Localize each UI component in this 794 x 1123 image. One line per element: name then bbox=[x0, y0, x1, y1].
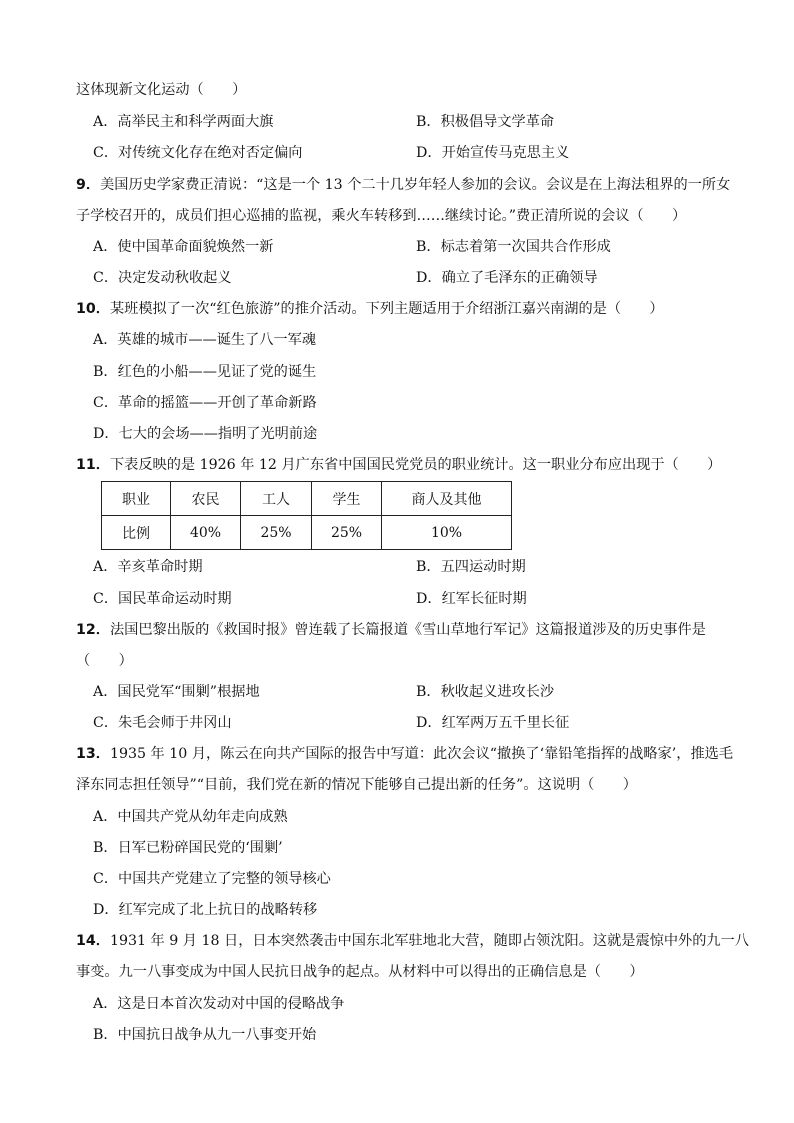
question-9-stem bbox=[76, 175, 730, 195]
option-d[interactable]: D．红军长征时期 bbox=[416, 591, 527, 607]
option-a[interactable]: A．使中国革命面貌焕然一新 bbox=[93, 239, 274, 255]
option-a[interactable]: A．中国共产党从幼年走向成熟 bbox=[93, 809, 288, 825]
question-14-stem bbox=[76, 931, 749, 951]
table-cell: 10% bbox=[382, 516, 512, 550]
option-c[interactable]: C．革命的摇篮——开创了革命新路 bbox=[93, 395, 317, 411]
table-header-cell: 商人及其他 bbox=[382, 482, 512, 516]
option-c[interactable]: C．决定发动秋收起义 bbox=[93, 270, 232, 286]
option-b[interactable]: B．中国抗日战争从九一八事变开始 bbox=[93, 1027, 317, 1043]
table-cell: 25% bbox=[312, 516, 382, 550]
question-text: 下表反映的是 1926 年 12 月广东省中国国民党党员的职业统计。这一职业分布应出现于（ ） bbox=[109, 457, 722, 473]
question-13-stem-line2: 泽东同志担任领导”“目前，我们党在新的情况下能够自己提出新的任务”。这说明（ ） bbox=[76, 777, 637, 793]
table-header-cell: 职业 bbox=[102, 482, 171, 516]
option-a[interactable]: A．国民党军“围剿”根据地 bbox=[93, 684, 260, 700]
option-b[interactable]: B．红色的小船——见证了党的诞生 bbox=[93, 364, 317, 380]
option-a[interactable]: A．高举民主和科学两面大旗 bbox=[93, 114, 274, 130]
option-a[interactable]: A．这是日本首次发动对中国的侵略战争 bbox=[93, 996, 345, 1012]
question-12-stem-line2: （ ） bbox=[76, 653, 133, 669]
question-stem-continuation: 这体现新文化运动（ ） bbox=[76, 82, 247, 98]
question-text: 1935 年 10 月，陈云在向共产国际的报告中写道：此次会议“撤换了‘靠铅笔指挥的战略家’，推选毛 bbox=[109, 746, 734, 762]
option-c[interactable]: C．对传统文化存在绝对否定偏向 bbox=[93, 145, 303, 161]
table-cell: 25% bbox=[241, 516, 312, 550]
question-number: 12． bbox=[76, 622, 110, 638]
question-11-stem bbox=[76, 455, 721, 475]
question-number: 13． bbox=[76, 746, 110, 762]
question-13-stem bbox=[76, 744, 733, 764]
table-cell: 40% bbox=[171, 516, 241, 550]
option-c[interactable]: C．中国共产党建立了完整的领导核心 bbox=[93, 871, 331, 887]
option-b[interactable]: B．秋收起义进攻长沙 bbox=[416, 684, 555, 700]
table-header-cell: 农民 bbox=[171, 482, 241, 516]
option-a[interactable]: A．辛亥革命时期 bbox=[93, 559, 203, 575]
question-number: 10． bbox=[76, 301, 110, 317]
question-number: 14． bbox=[76, 933, 110, 949]
table-header-cell: 工人 bbox=[241, 482, 312, 516]
option-c[interactable]: C．国民革命运动时期 bbox=[93, 591, 232, 607]
table-cell: 比例 bbox=[102, 516, 171, 550]
option-d[interactable]: D．七大的会场——指明了光明前途 bbox=[93, 426, 318, 442]
question-12-stem bbox=[76, 620, 706, 640]
question-text: 某班模拟了一次“红色旅游”的推介活动。下列主题适用于介绍浙江嘉兴南湖的是（ ） bbox=[109, 301, 664, 317]
option-b[interactable]: B．积极倡导文学革命 bbox=[416, 114, 555, 130]
question-text: 1931 年 9 月 18 日，日本突然袭击中国东北军驻地北大营，随即占领沈阳。这就是震惊中外的九一八 bbox=[109, 933, 749, 949]
question-9-stem-line2: 子学校召开的，成员们担心巡捕的监视，乘火车转移到……继续讨论。”费正清所说的会议（ ） bbox=[76, 208, 687, 224]
option-d[interactable]: D．红军两万五千里长征 bbox=[416, 715, 570, 731]
occupation-table bbox=[101, 481, 512, 550]
option-d[interactable]: D．红军完成了北上抗日的战略转移 bbox=[93, 902, 318, 918]
question-number: 9． bbox=[76, 177, 101, 193]
question-14-stem-line2: 事变。九一八事变成为中国人民抗日战争的起点。从材料中可以得出的正确信息是（ ） bbox=[76, 964, 644, 980]
table-header-row bbox=[102, 482, 512, 516]
option-b[interactable]: B．标志着第一次国共合作形成 bbox=[416, 239, 611, 255]
option-d[interactable]: D．确立了毛泽东的正确领导 bbox=[416, 270, 598, 286]
option-b[interactable]: B．五四运动时期 bbox=[416, 559, 526, 575]
table-header-cell: 学生 bbox=[312, 482, 382, 516]
option-b[interactable]: B．日军已粉碎国民党的‘围剿’ bbox=[93, 840, 283, 856]
table-row bbox=[102, 516, 512, 550]
question-text: 法国巴黎出版的《救国时报》曾连载了长篇报道《雪山草地行军记》这篇报道涉及的历史事件是 bbox=[109, 622, 706, 638]
option-a[interactable]: A．英雄的城市——诞生了八一军魂 bbox=[93, 332, 317, 348]
question-10-stem bbox=[76, 299, 664, 319]
option-d[interactable]: D．开始宣传马克思主义 bbox=[416, 145, 570, 161]
question-number: 11． bbox=[76, 457, 110, 473]
question-text: 美国历史学家费正清说：“这是一个 13 个二十几岁年轻人参加的会议。会议是在上海法租界的一所女 bbox=[100, 177, 731, 193]
option-c[interactable]: C．朱毛会师于井冈山 bbox=[93, 715, 232, 731]
